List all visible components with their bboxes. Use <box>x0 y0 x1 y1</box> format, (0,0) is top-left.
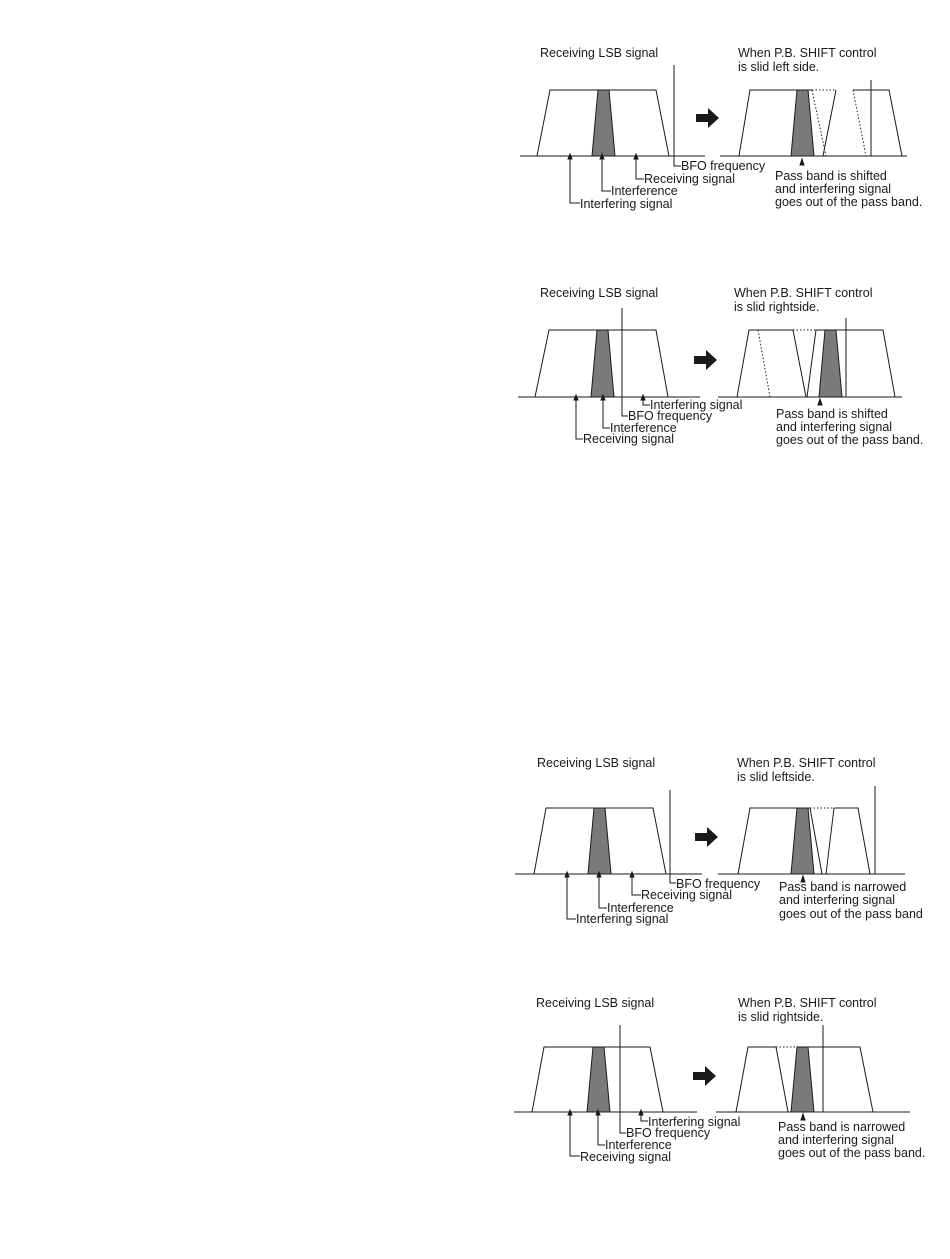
right-arrow-icon <box>694 350 717 370</box>
label-leader <box>632 877 641 895</box>
arrow-head <box>800 159 804 165</box>
label-bfo-frequency: BFO frequency <box>626 1126 711 1140</box>
diagram-1 <box>520 46 922 211</box>
narrowed-pass-band <box>736 1047 788 1112</box>
arrow-head <box>568 1110 572 1115</box>
diagram-2 <box>518 286 923 447</box>
label-leader <box>576 400 583 439</box>
label-receiving-signal: Receiving signal <box>644 172 736 186</box>
right-title-line-1: When P.B. SHIFT control <box>738 46 877 60</box>
note-line-1: Pass band is narrowed <box>779 880 907 894</box>
arrow-head <box>568 154 572 159</box>
label-bfo-frequency: BFO frequency <box>681 159 766 173</box>
narrowed-pass-band <box>834 808 870 874</box>
arrow-head <box>630 872 634 877</box>
label-leader <box>636 159 644 179</box>
interference-peak <box>791 1047 814 1112</box>
arrow-head <box>565 872 569 877</box>
shifted-pass-band <box>737 330 806 397</box>
shifted-pass-band <box>823 90 836 156</box>
note-line-1: Pass band is shifted <box>776 407 888 421</box>
right-arrow-icon <box>693 1066 716 1086</box>
right-arrow-icon <box>696 108 719 128</box>
shifted-pass-band <box>807 330 816 397</box>
label-leader <box>602 159 611 191</box>
left-title: Receiving LSB signal <box>536 996 655 1010</box>
label-leader <box>570 1115 580 1156</box>
arrow-head <box>639 1110 643 1115</box>
label-receiving-signal: Receiving signal <box>641 888 733 902</box>
interference-peak <box>819 330 842 397</box>
label-interfering-signal: Interfering signal <box>650 398 743 412</box>
label-interfering-signal: Interfering signal <box>648 1115 741 1129</box>
narrowed-pass-band <box>826 808 834 874</box>
note-line-2: and interfering signal <box>778 1133 895 1147</box>
note-line-1: Pass band is narrowed <box>778 1120 906 1134</box>
label-leader <box>599 877 607 908</box>
label-bfo-frequency: BFO frequency <box>676 877 761 891</box>
right-title-line-2: is slid left side. <box>738 60 820 74</box>
label-leader <box>674 156 681 166</box>
diagram-3 <box>515 756 923 926</box>
note-line-3: goes out of the pass band <box>779 907 923 921</box>
left-title: Receiving LSB signal <box>540 286 659 300</box>
interference-peak <box>588 808 611 874</box>
diagram-4 <box>514 996 925 1164</box>
original-pass-band-dotted <box>812 90 826 156</box>
label-leader <box>567 877 576 919</box>
right-title-line-1: When P.B. SHIFT control <box>734 286 873 300</box>
right-title-line-2: is slid leftside. <box>737 770 815 784</box>
arrow-head <box>634 154 638 159</box>
label-interference: Interference <box>607 901 674 915</box>
note-line-3: goes out of the pass band. <box>778 1146 926 1160</box>
right-title-line-2: is slid rightside. <box>734 300 820 314</box>
note-line-1: Pass band is shifted <box>775 169 887 183</box>
label-interference: Interference <box>605 1138 672 1152</box>
note-line-3: goes out of the pass band. <box>775 195 923 209</box>
arrow-head <box>818 399 822 405</box>
right-title-line-1: When P.B. SHIFT control <box>737 756 876 770</box>
arrow-head <box>641 395 645 400</box>
label-receiving-signal: Receiving signal <box>580 1150 672 1164</box>
label-interference: Interference <box>611 184 678 198</box>
right-title-line-2: is slid rightside. <box>738 1010 824 1024</box>
right-arrow-icon <box>695 827 718 847</box>
label-interference: Interference <box>610 421 677 435</box>
original-pass-band-dotted <box>758 330 770 397</box>
left-title: Receiving LSB signal <box>540 46 659 60</box>
note-line-2: and interfering signal <box>779 893 896 907</box>
label-leader <box>570 159 580 203</box>
label-receiving-signal: Receiving signal <box>583 432 675 446</box>
right-title-line-1: When P.B. SHIFT control <box>738 996 877 1010</box>
original-pass-band-dotted <box>853 90 866 156</box>
label-interfering-signal: Interfering signal <box>580 197 673 211</box>
interference-peak <box>587 1047 610 1112</box>
arrow-head <box>574 395 578 400</box>
note-line-2: and interfering signal <box>776 420 893 434</box>
interference-peak <box>791 90 814 156</box>
label-bfo-frequency: BFO frequency <box>628 409 713 423</box>
label-leader <box>598 1115 605 1145</box>
interference-peak <box>791 808 814 874</box>
shifted-pass-band <box>853 90 902 156</box>
label-interfering-signal: Interfering signal <box>576 912 669 926</box>
note-line-2: and interfering signal <box>775 182 892 196</box>
label-leader <box>643 400 650 405</box>
interference-peak <box>591 330 614 397</box>
left-title: Receiving LSB signal <box>537 756 656 770</box>
interference-peak <box>592 90 615 156</box>
label-leader <box>641 1115 648 1121</box>
label-leader <box>603 400 610 428</box>
note-line-3: goes out of the pass band. <box>776 433 924 447</box>
